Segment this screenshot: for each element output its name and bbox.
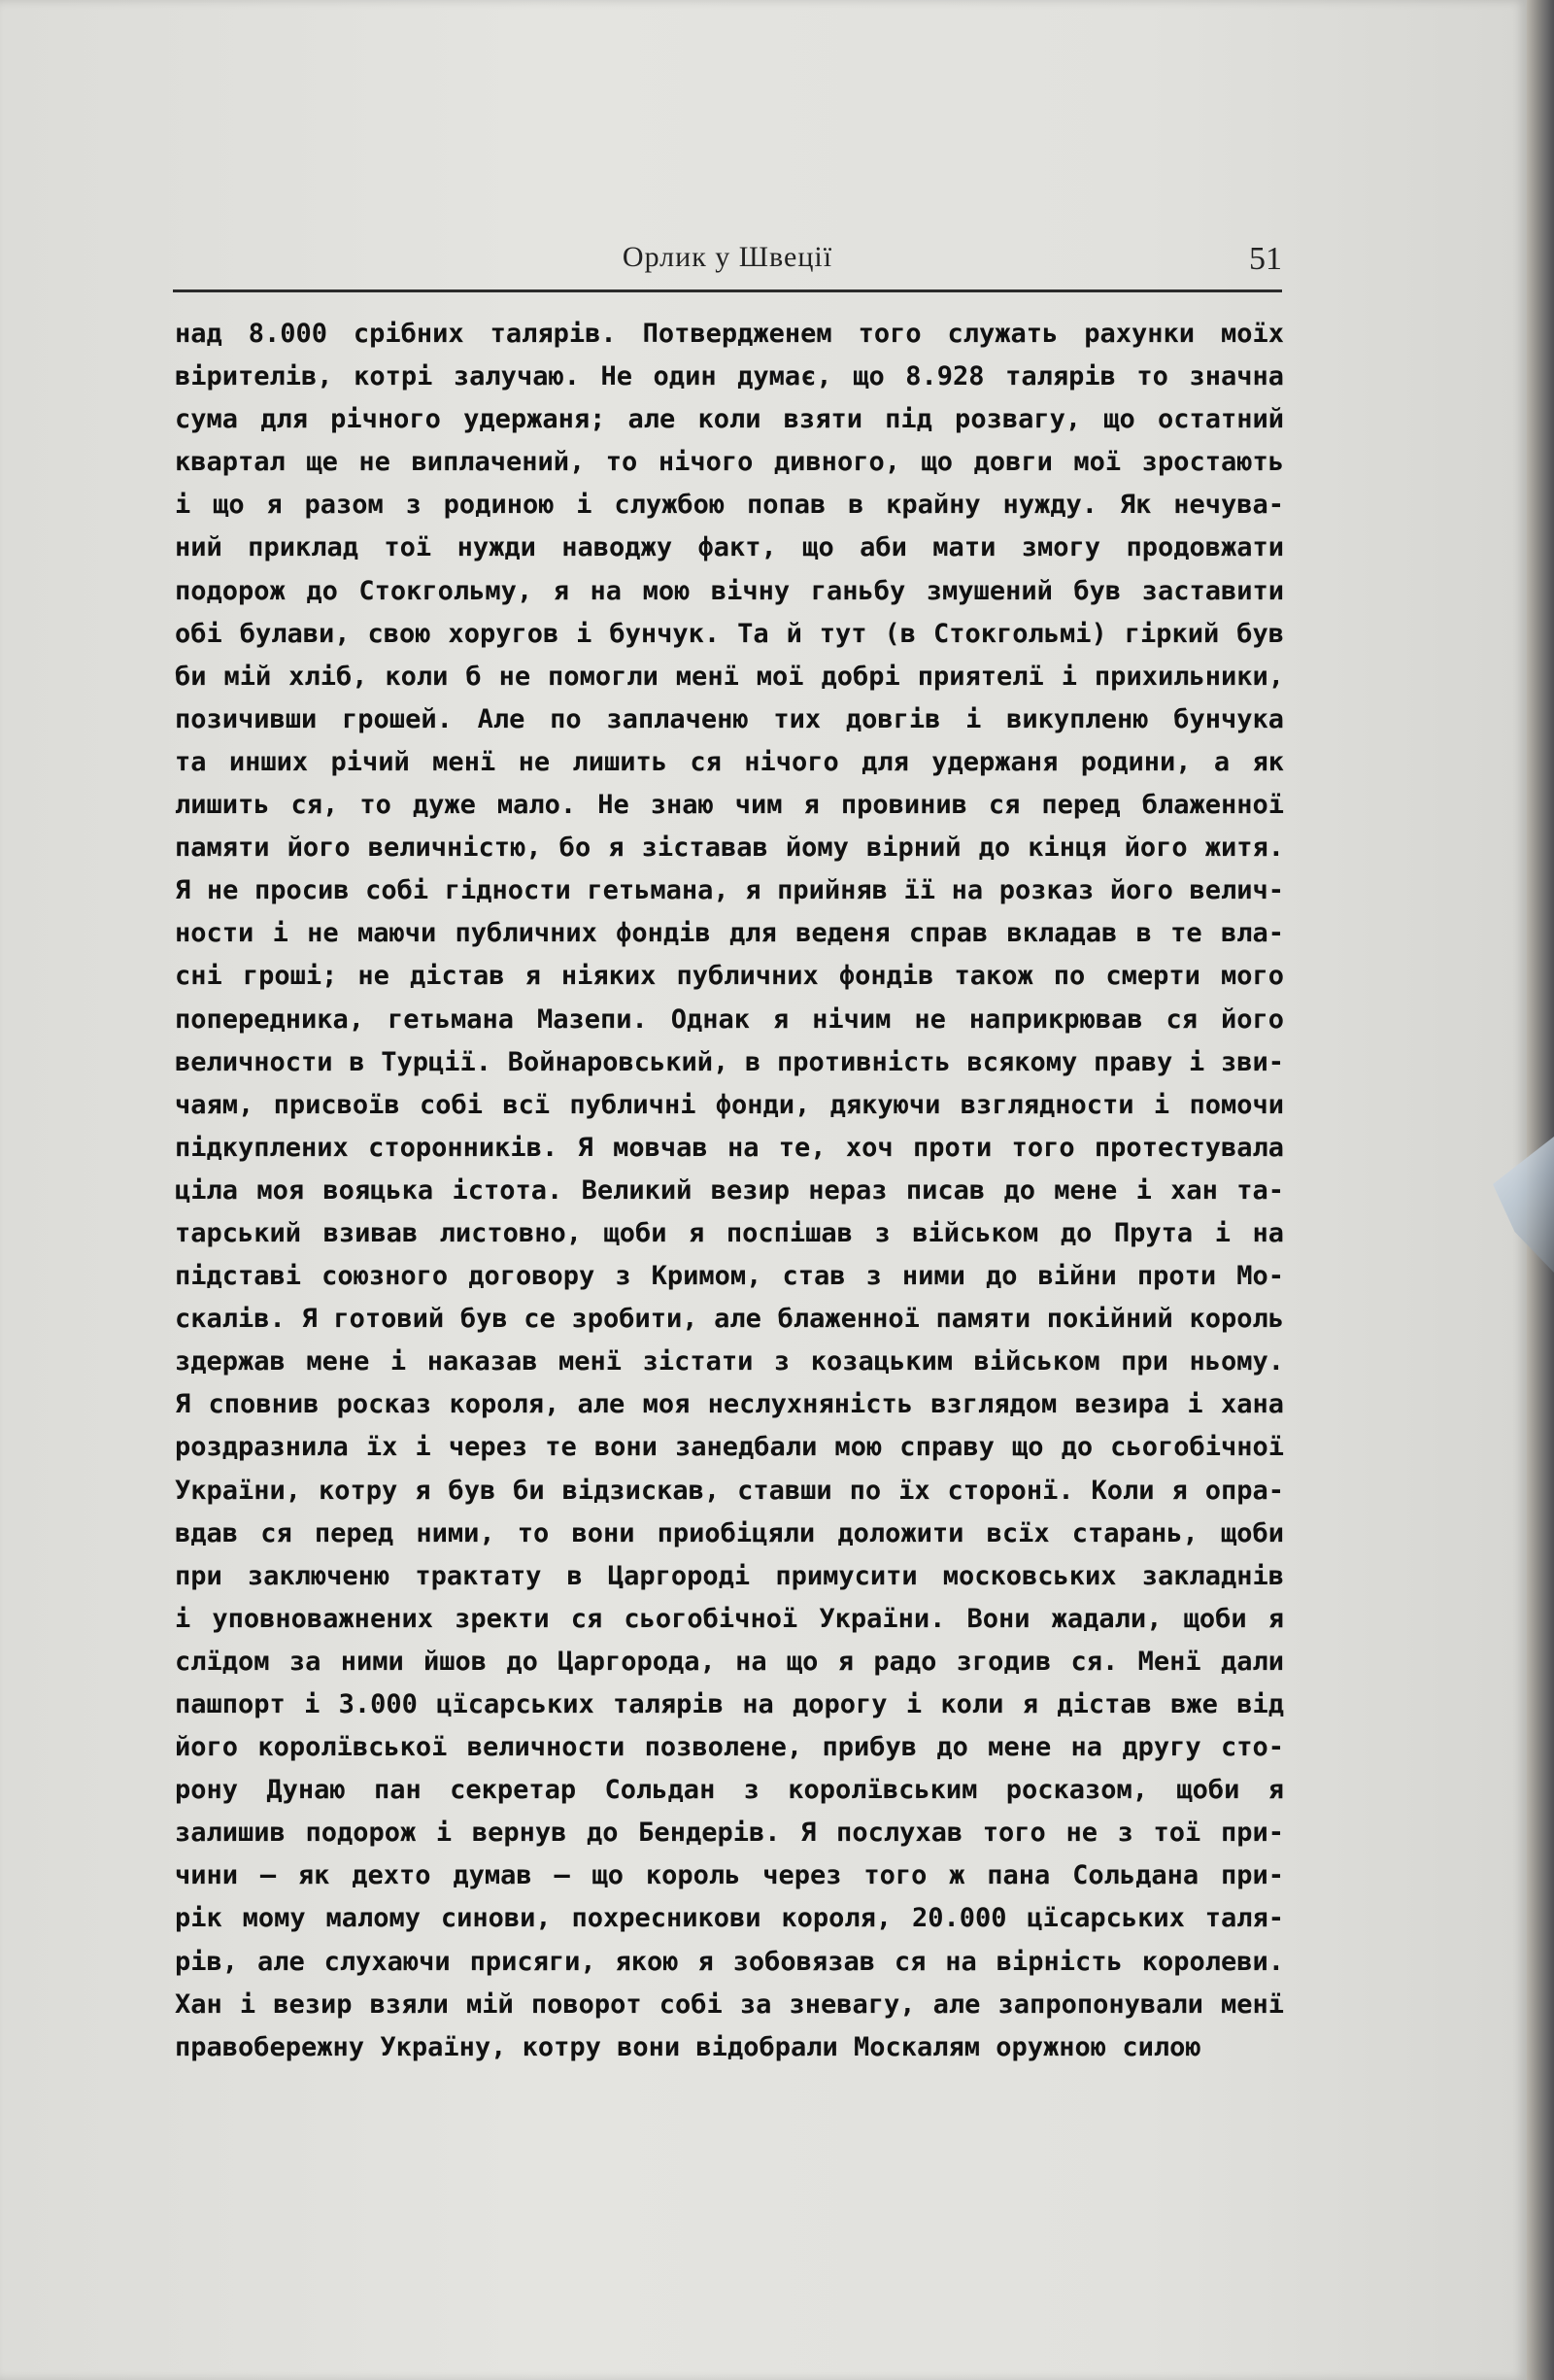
text-line: чини — як дехто думав — що король через того ж пана Сольдана при- [175, 1860, 1284, 1891]
text-line: залишив подорож і вернув до Бендерів. Я послухав того не з тої при- [175, 1818, 1284, 1849]
text-line: і уповноважнених зректи ся сьогобічної України. Вони жадали, щоби я [175, 1603, 1284, 1634]
text-line: України, котру я був би відзискав, ставши по їх сторонї. Коли я опра- [175, 1475, 1284, 1506]
text-line: пашпорт і 3.000 цїсарських талярів на дорогу і коли я дістав вже від [175, 1689, 1284, 1719]
text-line: чаям, присвоїв собі всї публичні фонди, дякуючи взглядности і помочи [175, 1089, 1284, 1120]
text-line: ности і не маючи публичних фондів для веденя справ вкладав в те вла- [175, 918, 1284, 949]
text-line: ний приклад тої нужди наводжу факт, що аби мати змогу продовжати [175, 532, 1284, 563]
text-line: скалів. Я готовий був се зробити, але блаженної памяти покійний король [175, 1304, 1284, 1335]
text-line: Я не просив собі гідности гетьмана, я прийняв її на розказ його велич- [175, 875, 1284, 906]
text-line: роздразнила їх і через те вони занедбали мою справу що до сьогобічної [175, 1432, 1284, 1463]
text-line: попередника, гетьмана Мазепи. Однак я нічим не наприкрював ся його [175, 1003, 1284, 1035]
text-line: подорож до Стокгольму, я на мою вічну ганьбу змушений був заставити [175, 575, 1284, 606]
text-line: квартал ще не виплачений, то нічого дивного, що довги мої зростають [175, 447, 1284, 478]
text-line: тарський взивав листовно, щоби я поспішав з військом до Прута і на [175, 1217, 1284, 1248]
text-line: лишить ся, то дуже мало. Не знаю чим я провинив ся перед блаженної [175, 790, 1284, 821]
text-line: би мій хліб, коли б не помогли менї мої добрі приятелї і прихильники, [175, 661, 1284, 692]
text-line: та инших річий менї не лишить ся нічого для удержаня родини, а як [175, 746, 1284, 777]
text-line: обі булави, свою хоругов і бунчук. Та й тут (в Стокгольмі) гіркий був [175, 618, 1284, 649]
text-line: при заключеню трактату в Царгороді примусити московських закладнів [175, 1560, 1284, 1591]
text-line: сума для річного удержаня; але коли взяти під розвагу, що остатний [175, 404, 1284, 435]
text-line: позичивши грошей. Але по заплаченю тих довгів і викупленю бунчука [175, 703, 1284, 734]
text-line: підкуплених сторонників. Я мовчав на те, хоч проти того протестувала [175, 1132, 1284, 1163]
page-number: 51 [1249, 241, 1282, 277]
text-line: Я сповнив росказ короля, але моя неслухняність взглядом везира і хана [175, 1389, 1284, 1420]
text-line: над 8.000 срібних талярів. Потвердженем того служать рахунки моїх [175, 319, 1284, 349]
text-line: рів, але слухаючи присяги, якою я зобовязав ся на вірність королеви. [175, 1946, 1284, 1977]
text-line: правобережну Україну, котру вони відобрали Москалям оружною силою [175, 2031, 1201, 2062]
text-line: рону Дунаю пан секретар Сольдан з королївським росказом, щоби я [175, 1775, 1284, 1806]
text-line: рік мому малому синови, похресникови короля, 20.000 цїсарських таля- [175, 1903, 1284, 1934]
text-line: його королївської величности позволене, прибув до мене на другу сто- [175, 1732, 1284, 1763]
text-line: ціла моя вояцька істота. Великий везир нераз писав до мене і хан та- [175, 1174, 1284, 1206]
text-line: сні гроші; не дістав я ніяких публичних фондів також по смерти мого [175, 961, 1284, 992]
running-title: Орлик у Швеції [622, 241, 833, 273]
page-header [173, 235, 1282, 292]
text-line: величности в Турції. Войнаровський, в противність всякому праву і зви- [175, 1046, 1284, 1077]
text-line: слїдом за ними йшов до Царгорода, на що я радо згодив ся. Менї дали [175, 1646, 1284, 1677]
text-line: вдав ся перед ними, то вони приобіцяли доложити всїх старань, щоби [175, 1517, 1284, 1548]
text-line: здержав мене і наказав менї зістати з козацьким військом при ньому. [175, 1346, 1284, 1377]
text-line: Хан і везир взяли мій поворот собі за зневагу, але запропонували менї [175, 1989, 1284, 2020]
text-line: і що я разом з родиною і службою попав в крайну нужду. Як нечува- [175, 490, 1284, 521]
body-text [175, 313, 1284, 2069]
text-line: вірителів, котрі залучаю. Не один думає, що 8.928 талярів то значна [175, 361, 1284, 392]
text-line: памяти його величністю, бо я зіставав йому вірний до кінця його житя. [175, 833, 1284, 864]
text-line: підставі союзного договору з Кримом, став з ними до війни проти Мо- [175, 1261, 1284, 1292]
